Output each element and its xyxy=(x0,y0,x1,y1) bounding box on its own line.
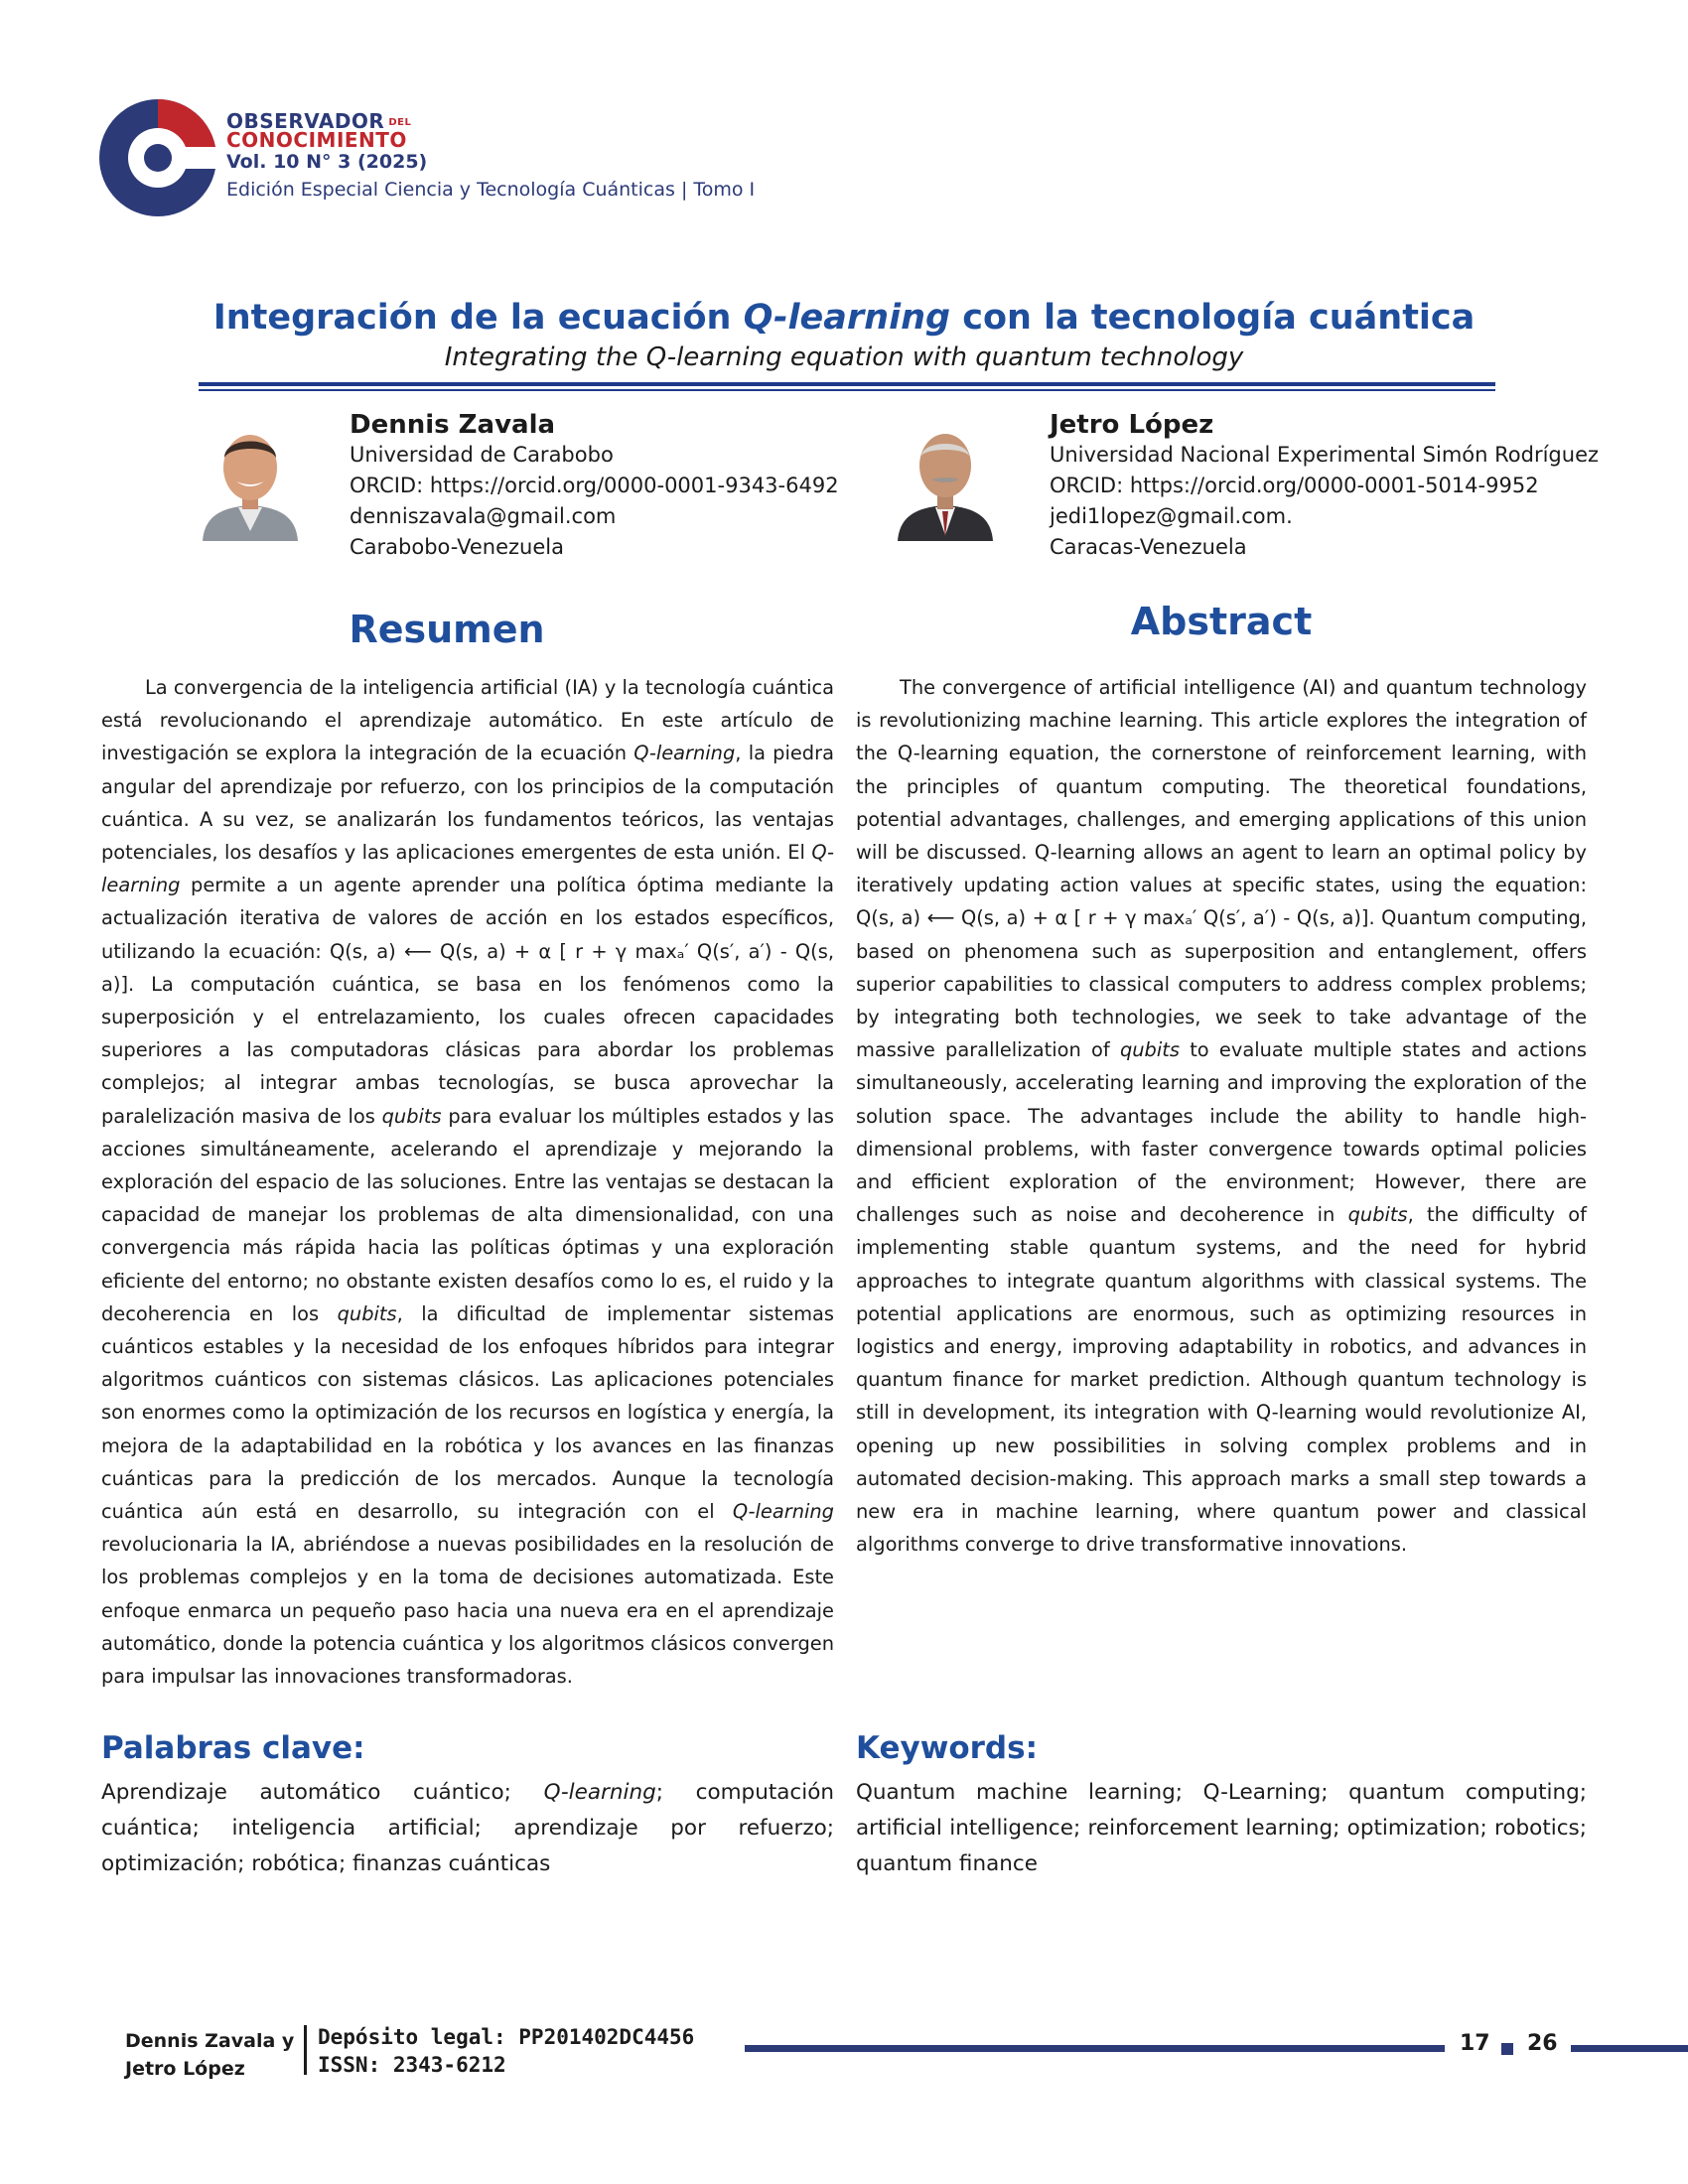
journal-edition: Edición Especial Ciencia y Tecnología Cuánticas | Tomo I xyxy=(226,179,756,201)
brand-name-line1: OBSERVADOR DEL xyxy=(226,109,412,133)
abstract-paragraph: The convergence of artificial intelligence (AI) and quantum technology is revolutionizing machine learning. This article explores the integration of the Q-learning equation, the cornerstone of reinforcement learning, with the principles of quantum computing. The theoretical foundations, potential advantages, challenges, and emerging applications of this union will be discussed. Q-learning allows an agent to learn an optimal policy by iteratively updating action values at specific states, using the equation: Q(s, a) ⟵ Q(s, a) + α [ r + γ maxₐ′ Q(s′, a′) - Q(s, a)]. Quantum computing, based on phenomena such as superposition and entanglement, offers superior capabilities to classical computers to address complex problems; by integrating both technologies, we seek to take advantage of the massive parallelization of qubits to evaluate multiple states and actions simultaneously, accelerating learning and improving the exploration of the solution space. The advantages include the ability to handle high-dimensional problems, with faster convergence towards optimal policies and efficient exploration of the environment; However, there are challenges such as noise and decoherence in qubits, the difficulty of implementing stable quantum systems, and the need for hybrid approaches to integrate quantum algorithms with classical systems. The potential applications are enormous, such as optimizing resources in logistics and energy, improving adaptability in robotics, and advances in quantum finance for market prediction. Although quantum technology is still in development, its integration with Q-learning would revolutionize AI, opening up new possibilities in solving complex problems and in automated decision-making. This approach marks a small step towards a new era in machine learning, where quantum power and classical algorithms converge to drive transformative innovations. xyxy=(856,676,1587,1557)
journal-logo xyxy=(97,97,218,218)
author-name: Jetro López xyxy=(1050,410,1214,440)
deposito-legal: Depósito legal: PP201402DC4456 xyxy=(318,2025,695,2049)
footer-authors xyxy=(125,2027,294,2083)
resumen-heading: Resumen xyxy=(349,608,545,651)
keywords-heading: Keywords: xyxy=(856,1730,1038,1766)
keywords-list xyxy=(856,1775,1587,1882)
title-rule-top xyxy=(199,382,1495,386)
palabras-clave-list xyxy=(101,1775,834,1882)
brand-name-line2: CONOCIMIENTO xyxy=(226,128,407,152)
author-affiliation: Universidad de Carabobo xyxy=(350,443,614,467)
article-title-es: Integración de la ecuación Q-learning con la tecnología cuántica xyxy=(212,298,1476,338)
author-location: Caracas-Venezuela xyxy=(1050,535,1247,559)
author-card-jetro xyxy=(1050,410,1599,563)
issn: ISSN: 2343-6212 xyxy=(318,2053,506,2077)
abstract-heading: Abstract xyxy=(1130,600,1313,643)
author-email: denniszavala@gmail.com xyxy=(350,504,617,528)
footer-legal xyxy=(318,2023,694,2079)
palabras-clave-text: Aprendizaje automático cuántico; Q-learning; computación cuántica; inteligencia artificial; aprendizaje por refuerzo; optimización; robótica; finanzas cuánticas xyxy=(101,1780,834,1876)
author-photo-jetro xyxy=(894,412,997,541)
brand-del: DEL xyxy=(388,117,412,128)
author-email: jedi1lopez@gmail.com. xyxy=(1050,504,1293,528)
author-name: Dennis Zavala xyxy=(350,410,556,440)
author-photo-dennis xyxy=(199,412,302,541)
footer-authors-line2: Jetro López xyxy=(125,2058,245,2080)
keywords-text: Quantum machine learning; Q-Learning; quantum computing; artificial intelligence; reinforcement learning; optimization; robotics; quantum finance xyxy=(856,1780,1587,1876)
author-card-dennis xyxy=(350,410,839,563)
author-location: Carabobo-Venezuela xyxy=(350,535,564,559)
author-affiliation: Universidad Nacional Experimental Simón Rodríguez xyxy=(1050,443,1600,467)
page-separator xyxy=(1501,2043,1513,2055)
footer-authors-line1: Dennis Zavala y xyxy=(125,2030,295,2052)
journal-volume: Vol. 10 N° 3 (2025) xyxy=(226,151,428,173)
page-start: 17 xyxy=(1460,2031,1490,2056)
page-end: 26 xyxy=(1527,2031,1558,2056)
author-orcid: ORCID: https://orcid.org/0000-0001-5014-9952 xyxy=(1050,474,1539,497)
footer-divider xyxy=(304,2025,307,2075)
author-orcid: ORCID: https://orcid.org/0000-0001-9343-6492 xyxy=(350,474,839,497)
article-title-en: Integrating the Q-learning equation with quantum technology xyxy=(444,342,1244,372)
title-rule-bottom xyxy=(199,389,1495,391)
footer-rule-right xyxy=(1571,2045,1688,2052)
resumen-paragraph: La convergencia de la inteligencia artificial (IA) y la tecnología cuántica está revolucionando el aprendizaje automático. En este artículo de investigación se explora la integración de la ecuación Q-learning, la piedra angular del aprendizaje por refuerzo, con los principios de la computación cuántica. A su vez, se analizarán los fundamentos teóricos, las ventajas potenciales, los desafíos y las aplicaciones emergentes de esta unión. El Q-learning permite a un agente aprender una política óptima mediante la actualización iterativa de valores de acción en los estados específicos, utilizando la ecuación: Q(s, a) ⟵ Q(s, a) + α [ r + γ maxₐ′ Q(s′, a′) - Q(s, a)]. La computación cuántica, se basa en los fenómenos como la superposición y el entrelazamiento, los cuales ofrecen capacidades superiores a las computadoras clásicas para abordar los problemas complejos; al integrar ambas tecnologías, se busca aprovechar la paralelización masiva de los qubits para evaluar los múltiples estados y las acciones simultáneamente, acelerando el aprendizaje y mejorando la exploración del espacio de las soluciones. Entre las ventajas se destacan la capacidad de manejar los problemas de alta dimensionalidad, con una convergencia más rápida hacia las políticas óptimas y una exploración eficiente del entorno; no obstante existen desafíos como lo es, el ruido y la decoherencia en los qubits, la dificultad de implementar sistemas cuánticos estables y la necesidad de los enfoques híbridos para integrar algoritmos cuánticos con sistemas clásicos. Las aplicaciones potenciales son enormes como la optimización de los recursos en logística y energía, la mejora de la adaptabilidad en la robótica y los avances en las finanzas cuánticas para la predicción de los mercados. Aunque la tecnología cuántica aún está en desarrollo, su integración con el Q-learning revolucionaria la IA, abriéndose a nuevas posibilidades en la resolución de los problemas complejos y en la toma de decisiones automatizada. Este enfoque enmarca un pequeño paso hacia una nueva era en el aprendizaje automático, donde la potencia cuántica y los algoritmos clásicos convergen para impulsar las innovaciones transformadoras. xyxy=(101,676,834,1689)
palabras-clave-heading: Palabras clave: xyxy=(101,1730,365,1766)
abstract-body xyxy=(856,671,1587,1561)
resumen-body xyxy=(101,671,834,1693)
footer-rule-left xyxy=(745,2045,1445,2052)
